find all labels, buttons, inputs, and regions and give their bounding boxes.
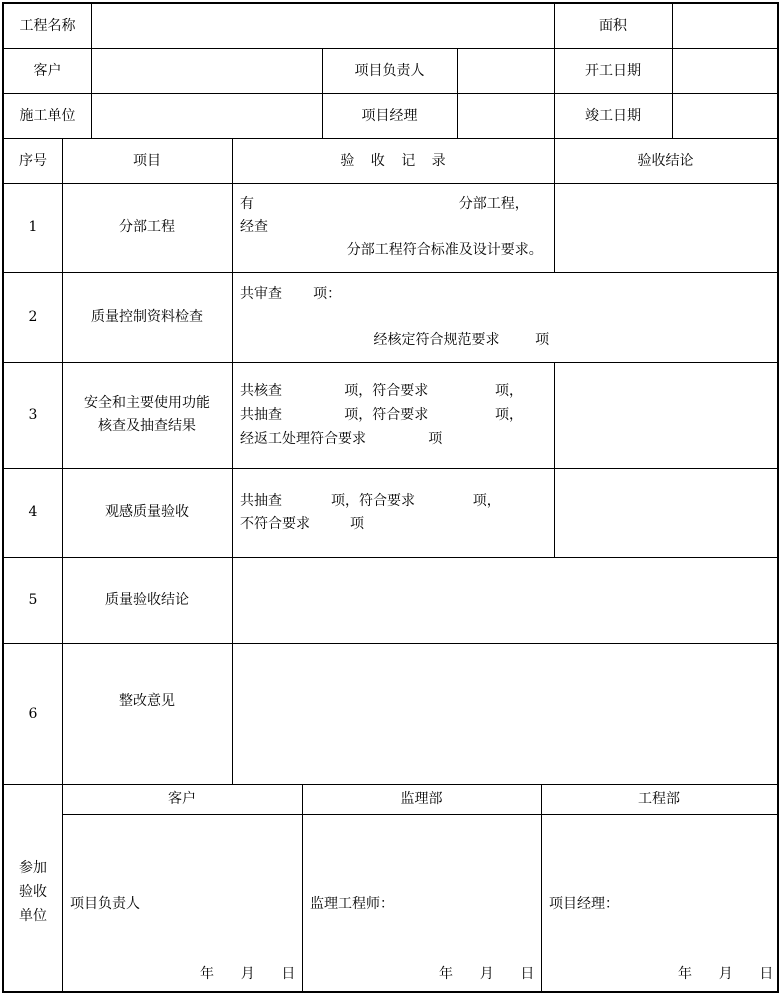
engineering-signer-label: 项目经理： xyxy=(549,896,619,912)
participants-label-line: 单位 xyxy=(19,908,47,924)
record-line: 共抽查 项，符合要求 项， xyxy=(240,407,524,423)
conclusion-cell[interactable] xyxy=(558,367,773,463)
record-line: 分部工程符合标准及设计要求。 xyxy=(240,242,543,258)
col-divider xyxy=(232,138,233,784)
row-divider xyxy=(4,468,777,469)
row-item: 质量控制资料检查 xyxy=(91,309,203,325)
col-divider xyxy=(91,4,92,138)
row-divider xyxy=(4,183,777,184)
record-line: 经核定符合规范要求 项 xyxy=(240,332,550,348)
row-divider xyxy=(4,138,777,139)
conclusion-cell[interactable] xyxy=(558,188,773,268)
contractor-label: 施工单位 xyxy=(19,108,76,124)
completion-date-label: 竣工日期 xyxy=(585,108,641,124)
row-item: 分部工程 xyxy=(119,219,175,235)
row-divider xyxy=(4,784,777,785)
row-number: 3 xyxy=(28,407,38,423)
row-item: 观感质量验收 xyxy=(105,504,189,520)
row-divider xyxy=(4,93,777,94)
record-line: 有 分部工程， xyxy=(240,196,529,212)
col-divider xyxy=(554,362,555,557)
col-divider xyxy=(554,4,555,272)
seq-column-header: 序号 xyxy=(19,153,47,169)
engineering-date: 年 月 日 xyxy=(678,966,774,982)
row-divider xyxy=(4,48,777,49)
supervision-signer-label: 监理工程师： xyxy=(310,896,394,912)
record-line: 经查 xyxy=(240,219,268,235)
client-signer-label: 项目负责人 xyxy=(70,896,140,912)
engineering-section-title: 工程部 xyxy=(638,791,680,807)
project-name-label: 工程名称 xyxy=(19,18,76,34)
project-manager-label: 项目经理 xyxy=(361,108,418,124)
conclusion-cell[interactable] xyxy=(558,277,773,357)
row-divider xyxy=(4,557,777,558)
col-divider xyxy=(62,138,63,991)
col-divider xyxy=(457,48,458,138)
start-date-label: 开工日期 xyxy=(585,63,641,79)
row-number: 6 xyxy=(28,706,38,722)
supervision-section-title: 监理部 xyxy=(400,791,443,807)
client-date: 年 月 日 xyxy=(200,966,296,982)
row-divider xyxy=(62,814,777,815)
record-line: 不符合要求 项 xyxy=(240,516,365,532)
acceptance-form xyxy=(2,2,779,993)
project-owner-label: 项目负责人 xyxy=(354,63,425,79)
row-item: 整改意见 xyxy=(119,693,175,709)
record-column-header: 验 收 记 录 xyxy=(340,153,446,169)
conclusion-cell[interactable] xyxy=(558,473,773,553)
supervision-date: 年 月 日 xyxy=(439,966,535,982)
participants-label-line: 验收 xyxy=(19,884,47,900)
row-number: 2 xyxy=(28,309,38,325)
col-divider xyxy=(672,4,673,138)
participants-label-line: 参加 xyxy=(19,860,47,876)
row-divider xyxy=(4,362,777,363)
conclusion-column-header: 验收结论 xyxy=(637,153,694,169)
col-divider xyxy=(302,784,303,991)
record-line: 经返工处理符合要求 项 xyxy=(240,431,443,447)
client-section-title: 客户 xyxy=(168,791,196,807)
row-divider xyxy=(4,643,777,644)
row-divider xyxy=(4,272,777,273)
row-number: 4 xyxy=(28,504,38,520)
rectification-field[interactable] xyxy=(236,648,773,780)
conclusion-field[interactable] xyxy=(236,562,773,638)
row-item-line: 安全和主要使用功能 xyxy=(84,395,210,411)
row-number: 1 xyxy=(28,219,38,235)
record-line: 共审查 项： xyxy=(240,286,342,302)
record-line: 共抽查 项，符合要求 项， xyxy=(240,493,501,509)
row-item-line: 核查及抽查结果 xyxy=(98,418,196,434)
client-label: 客户 xyxy=(33,63,62,79)
col-divider xyxy=(541,784,542,991)
item-column-header: 项目 xyxy=(133,153,161,169)
row-item: 质量验收结论 xyxy=(105,592,189,608)
row-number: 5 xyxy=(28,592,38,608)
area-label: 面积 xyxy=(599,18,627,34)
record-line: 共核查 项，符合要求 项， xyxy=(240,383,524,399)
